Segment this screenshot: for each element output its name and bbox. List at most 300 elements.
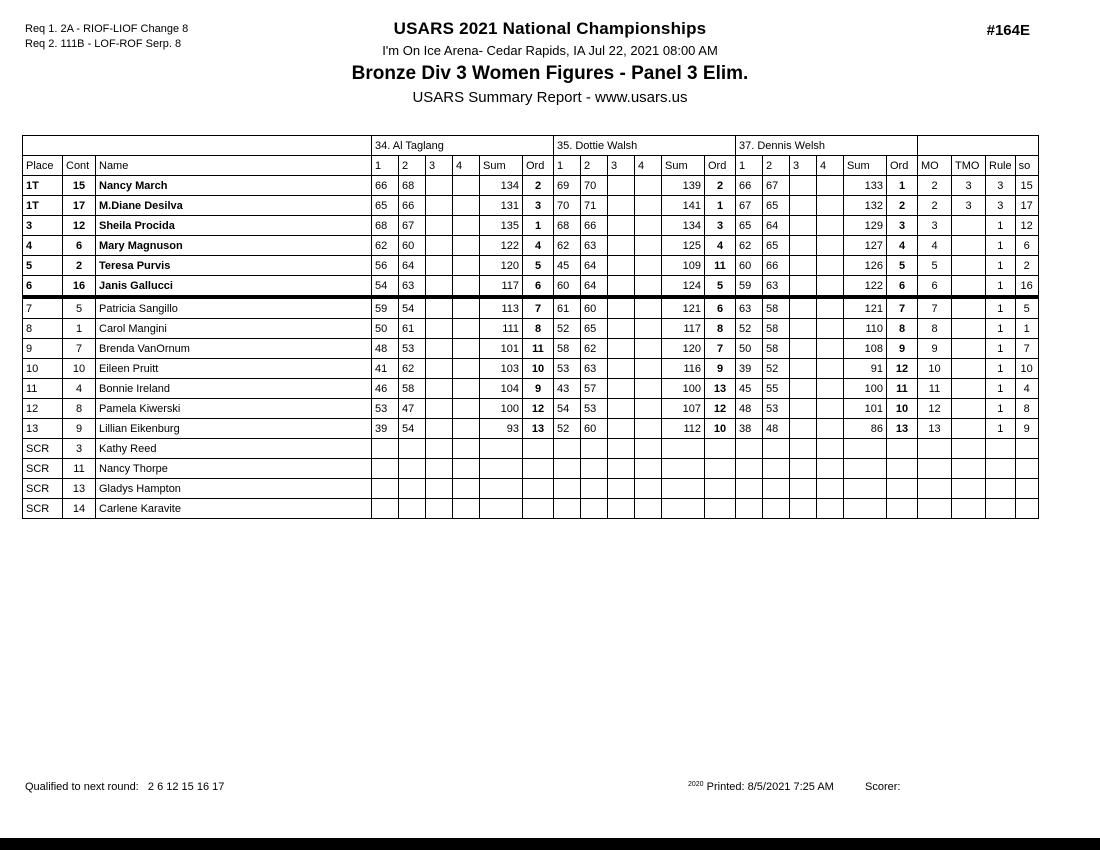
scratch-empty-cell [918,459,952,479]
scratch-empty-cell [844,499,887,519]
scratch-empty-cell [844,459,887,479]
score-cell: 57 [581,379,608,399]
event-title: Bronze Div 3 Women Figures - Panel 3 Elim. [351,63,749,84]
ord-cell: 6 [705,297,736,319]
ord-cell: 13 [887,419,918,439]
scratch-row [23,459,1039,479]
sum-cell: 126 [844,256,887,276]
scratch-empty-cell [480,499,523,519]
sum-cell: 139 [662,176,705,196]
tmo-cell [952,236,986,256]
scratch-empty-cell [763,499,790,519]
ord-cell: 8 [705,319,736,339]
rule-cell: 1 [986,339,1016,359]
column-header-score: 1 [372,156,399,176]
event-number: #164E [986,22,1030,39]
score-cell [817,256,844,276]
score-cell [608,276,635,298]
scratch-empty-cell [986,499,1016,519]
score-cell [635,176,662,196]
score-cell: 50 [372,319,399,339]
place-cell: 4 [23,236,63,256]
tmo-cell [952,276,986,298]
scratch-empty-cell [817,439,844,459]
cont-cell: 6 [63,236,96,256]
qualified-label: Qualified to next round: [25,781,139,793]
score-cell: 62 [372,236,399,256]
score-cell: 52 [554,319,581,339]
score-cell: 66 [399,196,426,216]
so-cell: 15 [1015,176,1038,196]
scratch-empty-cell [790,459,817,479]
scratch-empty-cell [662,479,705,499]
result-row [23,276,1039,298]
score-cell: 60 [399,236,426,256]
name-cell: Nancy Thorpe [96,459,372,479]
scratch-empty-cell [952,479,986,499]
score-cell [817,419,844,439]
ord-cell: 2 [705,176,736,196]
scratch-empty-cell [817,459,844,479]
rule-cell: 1 [986,216,1016,236]
cont-cell: 9 [63,419,96,439]
column-header-name: Name [96,156,372,176]
cont-cell: 14 [63,499,96,519]
score-cell: 63 [581,236,608,256]
sum-cell: 117 [480,276,523,298]
tmo-cell: 3 [952,196,986,216]
score-cell [453,419,480,439]
judge-header-row [23,136,1039,156]
sum-cell: 107 [662,399,705,419]
column-header-score: 2 [763,156,790,176]
result-row [23,339,1039,359]
scratch-empty-cell [372,499,399,519]
column-header-score: 3 [426,156,453,176]
ord-cell: 1 [887,176,918,196]
scratch-empty-cell [554,459,581,479]
score-cell: 66 [581,216,608,236]
mo-cell: 13 [918,419,952,439]
rule-cell: 3 [986,196,1016,216]
scratch-row [23,479,1039,499]
name-cell: Kathy Reed [96,439,372,459]
score-cell [635,297,662,319]
mo-cell: 7 [918,297,952,319]
so-cell: 5 [1015,297,1038,319]
report-type-line: USARS Summary Report - www.usars.us [412,89,688,106]
sum-cell: 100 [480,399,523,419]
scratch-empty-cell [952,499,986,519]
score-cell: 52 [554,419,581,439]
score-cell [635,216,662,236]
score-cell: 67 [763,176,790,196]
sum-cell: 93 [480,419,523,439]
score-cell: 68 [372,216,399,236]
result-row [23,359,1039,379]
scratch-empty-cell [581,499,608,519]
scratch-empty-cell [817,499,844,519]
cont-cell: 17 [63,196,96,216]
result-row [23,236,1039,256]
scratch-empty-cell [844,479,887,499]
mo-cell: 5 [918,256,952,276]
result-row [23,399,1039,419]
score-cell: 64 [581,256,608,276]
score-cell [426,236,453,256]
score-cell [453,379,480,399]
sum-cell: 101 [480,339,523,359]
scratch-empty-cell [705,459,736,479]
scratch-empty-cell [1015,459,1038,479]
score-cell: 61 [554,297,581,319]
scratch-empty-cell [763,459,790,479]
cont-cell: 11 [63,459,96,479]
scratch-empty-cell [790,479,817,499]
sum-cell: 86 [844,419,887,439]
sum-cell: 113 [480,297,523,319]
scratch-empty-cell [1015,479,1038,499]
ord-cell: 5 [887,256,918,276]
cont-cell: 4 [63,379,96,399]
score-cell [635,236,662,256]
score-cell: 59 [736,276,763,298]
score-cell: 67 [399,216,426,236]
column-header-sum: Sum [662,156,705,176]
venue-date-line: I'm On Ice Arena- Cedar Rapids, IA Jul 22, 2021 08:00 AM [382,43,718,58]
cont-cell: 15 [63,176,96,196]
column-header-place: Place [23,156,63,176]
score-cell: 63 [399,276,426,298]
sum-cell: 120 [480,256,523,276]
score-cell [608,297,635,319]
tmo-cell [952,399,986,419]
scratch-empty-cell [372,459,399,479]
scratch-empty-cell [480,479,523,499]
column-header-rule: Rule [986,156,1016,176]
scratch-empty-cell [952,439,986,459]
score-cell [608,399,635,419]
scratch-empty-cell [523,459,554,479]
so-cell: 10 [1015,359,1038,379]
sum-cell: 122 [480,236,523,256]
ord-cell: 10 [705,419,736,439]
result-row [23,379,1039,399]
scratch-empty-cell [372,479,399,499]
place-cell: SCR [23,439,63,459]
score-cell: 47 [399,399,426,419]
scratch-empty-cell [399,479,426,499]
mo-cell: 3 [918,216,952,236]
scratch-empty-cell [705,439,736,459]
printed-label: Printed: 8/5/2021 7:25 AM [706,781,834,793]
scratch-empty-cell [399,439,426,459]
score-cell: 65 [736,216,763,236]
column-header-so: so [1015,156,1038,176]
score-cell: 48 [372,339,399,359]
score-cell [608,236,635,256]
req-line-2: Req 2. 111B - LOF-ROF Serp. 8 [25,38,182,50]
sum-cell: 103 [480,359,523,379]
tmo-cell: 3 [952,176,986,196]
scratch-empty-cell [952,459,986,479]
column-header-score: 3 [608,156,635,176]
sum-cell: 121 [844,297,887,319]
sum-cell: 124 [662,276,705,298]
rule-cell: 1 [986,419,1016,439]
report-header [0,19,1100,106]
score-cell: 59 [372,297,399,319]
score-cell [426,276,453,298]
scratch-empty-cell [608,479,635,499]
scratch-empty-cell [635,479,662,499]
scratch-empty-cell [608,499,635,519]
ord-cell: 13 [705,379,736,399]
score-cell: 67 [736,196,763,216]
score-cell [635,276,662,298]
score-cell: 65 [372,196,399,216]
judge-row-right-spacer [918,136,1039,156]
scratch-empty-cell [986,439,1016,459]
name-cell: Janis Gallucci [96,276,372,298]
score-cell: 55 [763,379,790,399]
score-cell [426,297,453,319]
score-cell: 62 [399,359,426,379]
score-cell: 68 [554,216,581,236]
score-cell: 58 [763,297,790,319]
so-cell: 6 [1015,236,1038,256]
scratch-empty-cell [554,499,581,519]
place-cell: 11 [23,379,63,399]
scratch-empty-cell [523,499,554,519]
score-cell [453,196,480,216]
score-cell [790,339,817,359]
ord-cell: 9 [705,359,736,379]
cont-cell: 8 [63,399,96,419]
tmo-cell [952,339,986,359]
scratch-empty-cell [453,459,480,479]
score-cell: 71 [581,196,608,216]
ord-cell: 2 [887,196,918,216]
ord-cell: 3 [523,196,554,216]
column-header-score: 4 [817,156,844,176]
sum-cell: 134 [480,176,523,196]
score-cell [453,297,480,319]
score-cell: 60 [554,276,581,298]
score-cell [790,176,817,196]
score-cell [635,256,662,276]
score-cell [453,359,480,379]
result-row [23,419,1039,439]
ord-cell: 10 [887,399,918,419]
sum-cell: 120 [662,339,705,359]
results-table [22,135,1039,519]
name-cell: Brenda VanOrnum [96,339,372,359]
score-cell [790,196,817,216]
so-cell: 9 [1015,419,1038,439]
score-cell: 45 [736,379,763,399]
scratch-empty-cell [453,499,480,519]
page-bottom-bar [0,838,1100,850]
score-cell [790,276,817,298]
sum-cell: 141 [662,196,705,216]
score-cell: 66 [763,256,790,276]
name-cell: Gladys Hampton [96,479,372,499]
place-cell: SCR [23,479,63,499]
score-cell [426,399,453,419]
ord-cell: 7 [887,297,918,319]
tmo-cell [952,419,986,439]
ord-cell: 8 [887,319,918,339]
score-cell [608,196,635,216]
scratch-empty-cell [844,439,887,459]
rule-cell: 1 [986,236,1016,256]
score-cell [608,339,635,359]
score-cell [790,256,817,276]
rule-cell: 1 [986,359,1016,379]
name-cell: M.Diane Desilva [96,196,372,216]
score-cell: 63 [736,297,763,319]
cont-cell: 13 [63,479,96,499]
ord-cell: 6 [523,276,554,298]
scratch-empty-cell [480,459,523,479]
score-cell: 39 [736,359,763,379]
cont-cell: 2 [63,256,96,276]
score-cell [608,176,635,196]
scratch-empty-cell [426,459,453,479]
cont-cell: 16 [63,276,96,298]
ord-cell: 1 [523,216,554,236]
scratch-empty-cell [1015,499,1038,519]
cont-cell: 3 [63,439,96,459]
score-cell [817,359,844,379]
ord-cell: 5 [705,276,736,298]
req-line-1: Req 1. 2A - RIOF-LIOF Change 8 [25,23,189,35]
result-row [23,297,1039,319]
sum-cell: 134 [662,216,705,236]
scratch-empty-cell [372,439,399,459]
score-cell [608,319,635,339]
column-header-score: 1 [554,156,581,176]
ord-cell: 3 [887,216,918,236]
sum-cell: 112 [662,419,705,439]
sum-cell: 129 [844,216,887,236]
score-cell [635,419,662,439]
scratch-empty-cell [705,499,736,519]
score-cell: 58 [763,339,790,359]
column-header-cont: Cont [63,156,96,176]
column-header-score: 2 [581,156,608,176]
score-cell [635,319,662,339]
score-cell: 46 [372,379,399,399]
result-row [23,319,1039,339]
ord-cell: 4 [705,236,736,256]
tmo-cell [952,256,986,276]
score-cell: 58 [399,379,426,399]
scratch-empty-cell [790,499,817,519]
place-cell: 3 [23,216,63,236]
ord-cell: 11 [887,379,918,399]
sum-cell: 117 [662,319,705,339]
score-cell [817,236,844,256]
scratch-empty-cell [918,439,952,459]
scratch-empty-cell [790,439,817,459]
ord-cell: 9 [887,339,918,359]
scratch-empty-cell [986,459,1016,479]
column-header-score: 4 [635,156,662,176]
scratch-empty-cell [523,479,554,499]
score-cell: 64 [581,276,608,298]
score-cell: 53 [399,339,426,359]
mo-cell: 2 [918,176,952,196]
scratch-empty-cell [986,479,1016,499]
so-cell: 4 [1015,379,1038,399]
column-header-ord: Ord [705,156,736,176]
score-cell: 53 [763,399,790,419]
sum-cell: 108 [844,339,887,359]
rule-cell: 1 [986,256,1016,276]
score-cell [790,319,817,339]
ord-cell: 10 [523,359,554,379]
cont-cell: 5 [63,297,96,319]
score-cell [790,216,817,236]
name-cell: Pamela Kiwerski [96,399,372,419]
rule-cell: 1 [986,399,1016,419]
score-cell: 41 [372,359,399,379]
score-cell [817,196,844,216]
score-cell [790,419,817,439]
mo-cell: 12 [918,399,952,419]
score-cell [426,339,453,359]
score-cell [790,379,817,399]
ord-cell: 8 [523,319,554,339]
tmo-cell [952,379,986,399]
score-cell [426,319,453,339]
name-cell: Bonnie Ireland [96,379,372,399]
sum-cell: 101 [844,399,887,419]
mo-cell: 4 [918,236,952,256]
mo-cell: 2 [918,196,952,216]
score-cell [426,379,453,399]
sum-cell: 110 [844,319,887,339]
mo-cell: 10 [918,359,952,379]
score-cell: 64 [399,256,426,276]
score-cell [817,216,844,236]
score-cell [790,236,817,256]
score-cell [635,339,662,359]
score-cell: 54 [399,419,426,439]
column-header-score: 4 [453,156,480,176]
score-cell: 54 [399,297,426,319]
score-cell: 65 [763,196,790,216]
place-cell: 7 [23,297,63,319]
sum-cell: 122 [844,276,887,298]
ord-cell: 4 [887,236,918,256]
sum-cell: 132 [844,196,887,216]
score-cell [426,256,453,276]
score-cell: 54 [372,276,399,298]
ord-cell: 6 [887,276,918,298]
scratch-empty-cell [635,439,662,459]
scratch-empty-cell [662,499,705,519]
score-cell [817,339,844,359]
cont-cell: 12 [63,216,96,236]
tmo-cell [952,297,986,319]
ord-cell: 9 [523,379,554,399]
sum-cell: 100 [662,379,705,399]
scratch-empty-cell [581,479,608,499]
score-cell: 38 [736,419,763,439]
